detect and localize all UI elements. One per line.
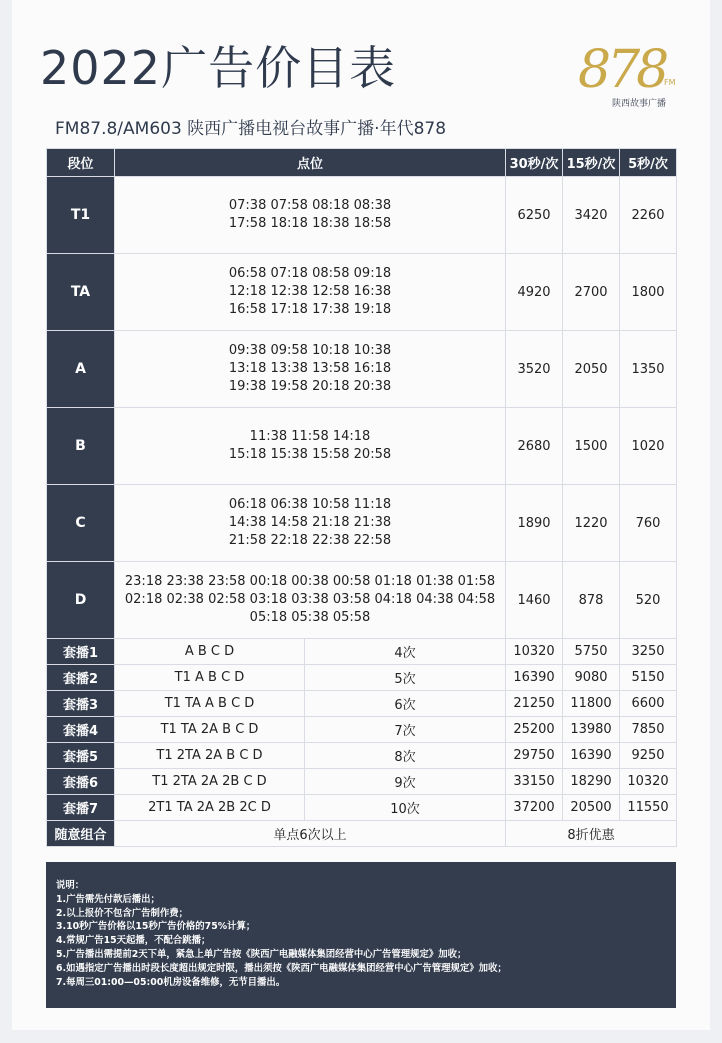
notes-panel: [46, 862, 676, 1008]
slot-line: 11:38 11:58 14:18: [249, 429, 371, 444]
segment-name: A: [47, 331, 115, 408]
segment-row: [47, 562, 677, 639]
package-price-15s: 5750: [563, 639, 620, 665]
package-price-15s: 11800: [563, 691, 620, 717]
segment-name: D: [47, 562, 115, 639]
package-price-15s: 16390: [563, 743, 620, 769]
package-row: [47, 717, 677, 743]
package-times: 5次: [305, 665, 506, 691]
segment-price-15s: 878: [563, 562, 620, 639]
package-name: 套播5: [47, 743, 115, 769]
free-combo-discount: 8折优惠: [506, 821, 677, 847]
slot-line: 09:38 09:58 10:18 10:38: [228, 343, 392, 358]
segment-slots: [115, 177, 506, 254]
package-combo: T1 2TA 2A 2B C D: [115, 769, 305, 795]
package-price-30s: 37200: [506, 795, 563, 821]
package-combo: 2T1 TA 2A 2B 2C D: [115, 795, 305, 821]
slot-line: 06:18 06:38 10:58 11:18: [228, 497, 392, 512]
package-price-30s: 29750: [506, 743, 563, 769]
segment-price-15s: 3420: [563, 177, 620, 254]
package-row: [47, 691, 677, 717]
package-row: [47, 743, 677, 769]
package-price-5s: 6600: [620, 691, 677, 717]
package-name: 套播4: [47, 717, 115, 743]
package-price-30s: 10320: [506, 639, 563, 665]
note-item: 2.以上报价不包含广告制作费；: [56, 907, 188, 919]
package-price-15s: 9080: [563, 665, 620, 691]
segment-row: [47, 331, 677, 408]
segment-price-30s: 4920: [506, 254, 563, 331]
logo-caption: 陕西故事广播: [612, 99, 667, 109]
package-times: 4次: [305, 639, 506, 665]
free-combo-row: [47, 821, 677, 847]
table-header-row: [47, 149, 677, 177]
package-price-15s: 20500: [563, 795, 620, 821]
package-combo: T1 A B C D: [115, 665, 305, 691]
package-price-5s: 11550: [620, 795, 677, 821]
package-times: 7次: [305, 717, 506, 743]
package-price-30s: 33150: [506, 769, 563, 795]
note-item: 3.10秒广告价格以15秒广告价格的75%计算；: [56, 921, 256, 933]
package-price-5s: 3250: [620, 639, 677, 665]
package-combo: T1 TA 2A B C D: [115, 717, 305, 743]
segment-price-30s: 2680: [506, 408, 563, 485]
segment-price-5s: 760: [620, 485, 677, 562]
package-price-15s: 18290: [563, 769, 620, 795]
note-item: 7.每周三01:00—05:00机房设备维修，无节目播出。: [56, 976, 286, 988]
segment-price-30s: 1460: [506, 562, 563, 639]
notes-heading: 说明：: [56, 880, 85, 891]
package-combo: T1 2TA 2A B C D: [115, 743, 305, 769]
package-price-5s: 9250: [620, 743, 677, 769]
segment-price-5s: 2260: [620, 177, 677, 254]
slot-line: 15:18 15:38 15:58 20:58: [228, 447, 392, 462]
package-price-30s: 16390: [506, 665, 563, 691]
package-price-5s: 10320: [620, 769, 677, 795]
package-price-15s: 13980: [563, 717, 620, 743]
note-item: 1.广告需先付款后播出；: [56, 893, 160, 905]
note-item: 4.常规广告15天起播，不配合跳播；: [56, 935, 211, 947]
package-combo: T1 TA A B C D: [115, 691, 305, 717]
slot-line: 17:58 18:18 18:38 18:58: [228, 216, 392, 231]
package-row: [47, 769, 677, 795]
segment-row: [47, 254, 677, 331]
free-combo-condition: 单点6次以上: [115, 821, 506, 847]
segment-slots: [115, 254, 506, 331]
segment-price-15s: 1500: [563, 408, 620, 485]
slot-line: 12:18 12:38 12:58 16:38: [228, 284, 392, 299]
page-title: 2022广告价目表: [40, 41, 397, 95]
segment-slots: [115, 562, 506, 639]
package-name: 套播3: [47, 691, 115, 717]
slot-line: 05:18 05:38 05:58: [249, 610, 371, 625]
segment-name: B: [47, 408, 115, 485]
segment-slots: [115, 331, 506, 408]
package-times: 10次: [305, 795, 506, 821]
package-times: 6次: [305, 691, 506, 717]
package-price-30s: 21250: [506, 691, 563, 717]
package-price-5s: 7850: [620, 717, 677, 743]
header-price-5s: 5秒/次: [620, 149, 677, 177]
segment-name: T1: [47, 177, 115, 254]
package-row: [47, 665, 677, 691]
package-price-30s: 25200: [506, 717, 563, 743]
segment-price-30s: 6250: [506, 177, 563, 254]
header-price-15s: 15秒/次: [563, 149, 620, 177]
slot-line: 07:38 07:58 08:18 08:38: [228, 198, 392, 213]
package-times: 8次: [305, 743, 506, 769]
package-name: 套播6: [47, 769, 115, 795]
segment-price-5s: 520: [620, 562, 677, 639]
logo-fm: FM: [664, 78, 676, 87]
segment-price-30s: 3520: [506, 331, 563, 408]
segment-row: [47, 408, 677, 485]
segment-price-15s: 2050: [563, 331, 620, 408]
note-item: 6.如遇指定广告播出时段长度超出规定时限，播出须按《陕西广电融媒体集团经营中心广告管理规定》加收；: [56, 962, 507, 974]
slot-line: 16:58 17:18 17:38 19:18: [228, 302, 392, 317]
logo-number: 878: [578, 40, 666, 100]
segment-price-5s: 1800: [620, 254, 677, 331]
station-subtitle: FM87.8/AM603 陕西广播电视台故事广播·年代878: [55, 119, 447, 139]
note-item: 5.广告播出需提前2天下单，紧急上单广告按《陕西广电融媒体集团经营中心广告管理规定》加收；: [56, 948, 467, 960]
segment-slots: [115, 408, 506, 485]
segment-name: TA: [47, 254, 115, 331]
segment-price-15s: 1220: [563, 485, 620, 562]
package-name: 套播2: [47, 665, 115, 691]
slot-line: 23:18 23:38 23:58 00:18 00:38 00:58 01:18 01:38 01:58: [124, 574, 496, 589]
package-price-5s: 5150: [620, 665, 677, 691]
segment-price-15s: 2700: [563, 254, 620, 331]
segment-row: [47, 485, 677, 562]
package-times: 9次: [305, 769, 506, 795]
segment-slots: [115, 485, 506, 562]
segment-price-5s: 1350: [620, 331, 677, 408]
station-logo: [578, 40, 688, 110]
header-segment: 段位: [47, 149, 115, 177]
slot-line: 21:58 22:18 22:38 22:58: [228, 533, 392, 548]
package-name: 套播7: [47, 795, 115, 821]
header-slot: 点位: [115, 149, 506, 177]
price-table: [46, 148, 677, 847]
segment-price-5s: 1020: [620, 408, 677, 485]
segment-row: [47, 177, 677, 254]
slot-line: 02:18 02:38 02:58 03:18 03:38 03:58 04:18 04:38 04:58: [124, 592, 496, 607]
package-row: [47, 795, 677, 821]
slot-line: 13:18 13:38 13:58 16:18: [228, 361, 392, 376]
package-row: [47, 639, 677, 665]
package-name: 套播1: [47, 639, 115, 665]
free-combo-label: 随意组合: [47, 821, 115, 847]
slot-line: 19:38 19:58 20:18 20:38: [228, 379, 392, 394]
segment-price-30s: 1890: [506, 485, 563, 562]
header-price-30s: 30秒/次: [506, 149, 563, 177]
slot-line: 06:58 07:18 08:58 09:18: [228, 266, 392, 281]
package-combo: A B C D: [115, 639, 305, 665]
slot-line: 14:38 14:58 21:18 21:38: [228, 515, 392, 530]
segment-name: C: [47, 485, 115, 562]
